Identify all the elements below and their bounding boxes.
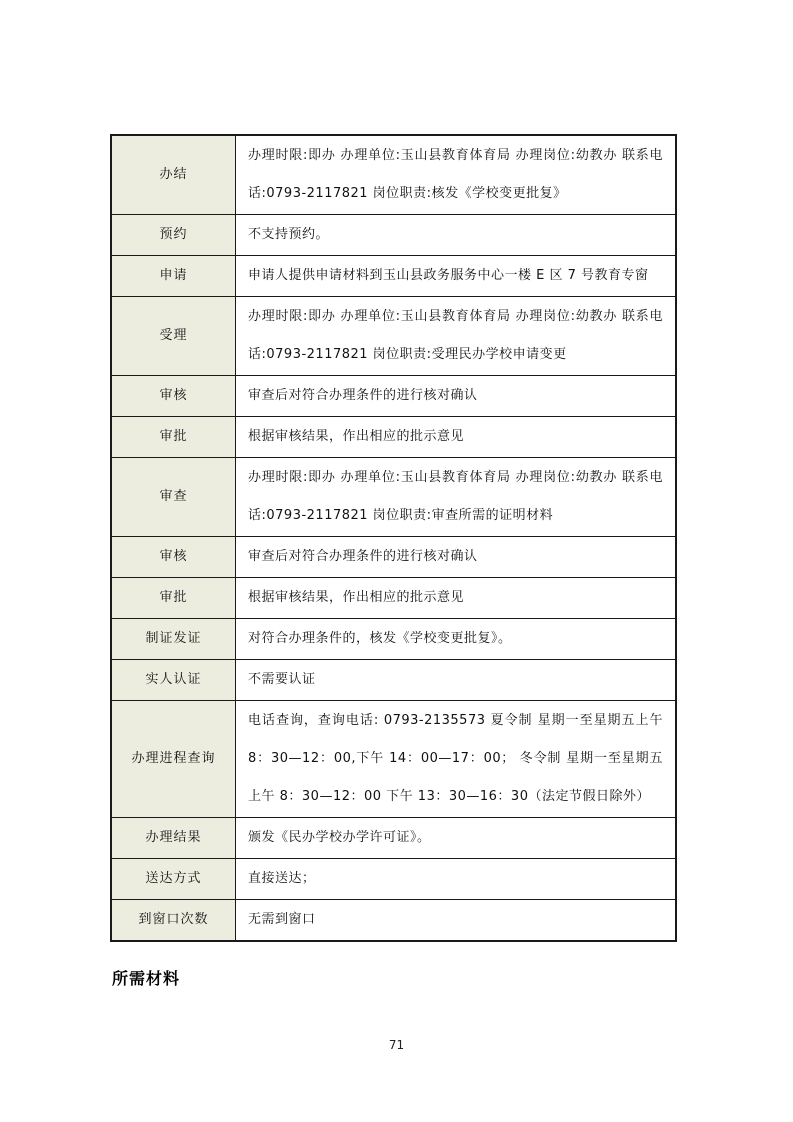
table-row	[111, 256, 676, 297]
row-content: 根据审核结果，作出相应的批示意见	[236, 417, 677, 458]
page-number: 71	[388, 1038, 405, 1052]
table-row	[111, 619, 676, 660]
row-content: 直接送达；	[236, 859, 677, 900]
row-label: 审核	[111, 537, 236, 578]
row-label: 送达方式	[111, 859, 236, 900]
row-content: 办理时限:即办 办理单位:玉山县教育体育局 办理岗位:幼教办 联系电话:0793-2117821 岗位职责:受理民办学校申请变更	[236, 297, 677, 376]
row-content: 不需要认证	[236, 660, 677, 701]
table-row	[111, 537, 676, 578]
row-content: 申请人提供申请材料到玉山县政务服务中心一楼 E 区 7 号教育专窗	[236, 256, 677, 297]
table-row	[111, 376, 676, 417]
table-row	[111, 900, 676, 942]
table-row	[111, 458, 676, 537]
row-content: 不支持预约。	[236, 215, 677, 256]
row-label: 预约	[111, 215, 236, 256]
row-label: 办理进程查询	[111, 701, 236, 818]
row-label: 到窗口次数	[111, 900, 236, 942]
section-heading: 所需材料	[112, 969, 181, 988]
row-label: 审批	[111, 417, 236, 458]
row-label: 制证发证	[111, 619, 236, 660]
procedure-table	[110, 134, 677, 942]
row-label: 实人认证	[111, 660, 236, 701]
row-content: 审查后对符合办理条件的进行核对确认	[236, 376, 677, 417]
table-row	[111, 135, 676, 215]
row-content: 审查后对符合办理条件的进行核对确认	[236, 537, 677, 578]
row-content: 办理时限:即办 办理单位:玉山县教育体育局 办理岗位:幼教办 联系电话:0793-2117821 岗位职责:核发《学校变更批复》	[236, 135, 677, 215]
table-row	[111, 417, 676, 458]
row-content: 电话查询，查询电话: 0793-2135573 夏令制 星期一至星期五上午 8：30—12：00,下午 14：00—17：00； 冬令制 星期一至星期五上午 8：30—12：00 下午 13：30—16：30（法定节假日除外）	[236, 701, 677, 818]
procedure-table-body	[111, 135, 676, 941]
table-row	[111, 578, 676, 619]
row-content: 根据审核结果，作出相应的批示意见	[236, 578, 677, 619]
table-row	[111, 859, 676, 900]
row-label: 审批	[111, 578, 236, 619]
table-row	[111, 660, 676, 701]
table-row	[111, 297, 676, 376]
row-content: 对符合办理条件的，核发《学校变更批复》。	[236, 619, 677, 660]
row-content: 办理时限:即办 办理单位:玉山县教育体育局 办理岗位:幼教办 联系电话:0793-2117821 岗位职责:审查所需的证明材料	[236, 458, 677, 537]
row-label: 审核	[111, 376, 236, 417]
row-label: 审查	[111, 458, 236, 537]
row-label: 申请	[111, 256, 236, 297]
row-content: 颁发《民办学校办学许可证》。	[236, 818, 677, 859]
table-row	[111, 818, 676, 859]
row-label: 办理结果	[111, 818, 236, 859]
row-content: 无需到窗口	[236, 900, 677, 942]
row-label: 办结	[111, 135, 236, 215]
table-row	[111, 215, 676, 256]
table-row	[111, 701, 676, 818]
row-label: 受理	[111, 297, 236, 376]
